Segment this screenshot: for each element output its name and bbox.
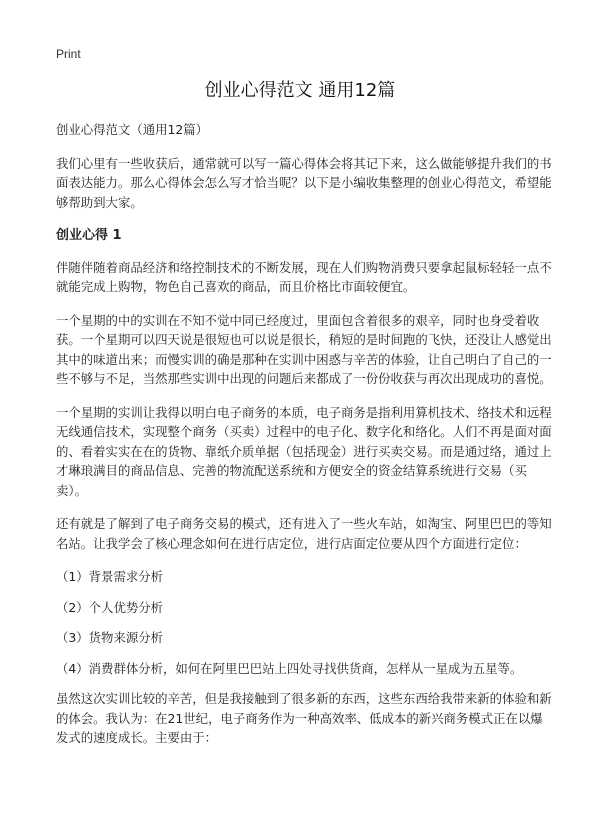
print-link[interactable]: Print [56, 47, 81, 61]
paragraph: 还有就是了解到了电子商务交易的模式，还有进入了一些火车站，如淘宝、阿里巴巴的等知名站。让我学会了核心理念如何在进行店定位，进行店面定位要从四个方面进行定位： [56, 516, 552, 551]
list-item: （1）背景需求分析 [56, 569, 164, 584]
closing-paragraph: 虽然这次实训比较的辛苦，但是我接触到了很多新的东西，这些东西给我带来新的体验和新的体会。我认为：在21世纪，电子商务作为一种高效率、低成本的新兴商务模式正在以爆发式的速度成长。主要由于： [56, 691, 552, 745]
article-body [56, 120, 552, 762]
intro-paragraph: 我们心里有一些收获后，通常就可以写一篇心得体会将其记下来，这么做能够提升我们的书面表达能力。那么心得体会怎么写才恰当呢？以下是小编收集整理的创业心得范文，希望能够帮助到大家。 [56, 155, 552, 210]
paragraph: 伴随伴随着商品经济和络控制技术的不断发展，现在人们购物消费只要拿起鼠标轻轻一点不就能完成上购物，物色自己喜欢的商品，而且价格比市面较便宜。 [56, 259, 552, 294]
paragraph: 一个星期的中的实训在不知不觉中同已经度过，里面包含着很多的艰辛，同时也身受着收获。一个星期可以四天说是很短也可以说是很长，稍短的是时间跑的飞快，还没让人感觉出其中的味道出来；而慢实训的确是那种在实训中困惑与辛苦的体验，让自己明白了自己的一些不够与不足，当然那些实训中出现的问题后来都成了一份份收获与再次出现成功的喜悦。 [56, 312, 552, 386]
page-title: 创业心得范文 通用12篇 [204, 80, 396, 101]
list-item: （3）货物来源分析 [56, 630, 164, 645]
article-subtitle: 创业心得范文（通用12篇） [56, 122, 209, 137]
section-heading: 创业心得 1 [56, 228, 122, 243]
list-item: （2）个人优势分析 [56, 599, 164, 615]
list-item: （4）消费群体分析，如何在阿里巴巴站上四处寻找供货商，怎样从一星成为五星等。 [56, 660, 523, 676]
paragraph: 一个星期的实训让我得以明白电子商务的本质，电子商务是指利用算机技术、络技术和远程无线通信技术，实现整个商务（买卖）过程中的电子化、数字化和络化。人们不再是面对面的、看着实实在在的货物、靠纸介质单据（包括现金）进行买卖交易。而是通过络，通过上才琳琅满目的商品信息、完善的物流配送系统和方便安全的资金结算系统进行交易（买卖）。 [56, 404, 552, 498]
